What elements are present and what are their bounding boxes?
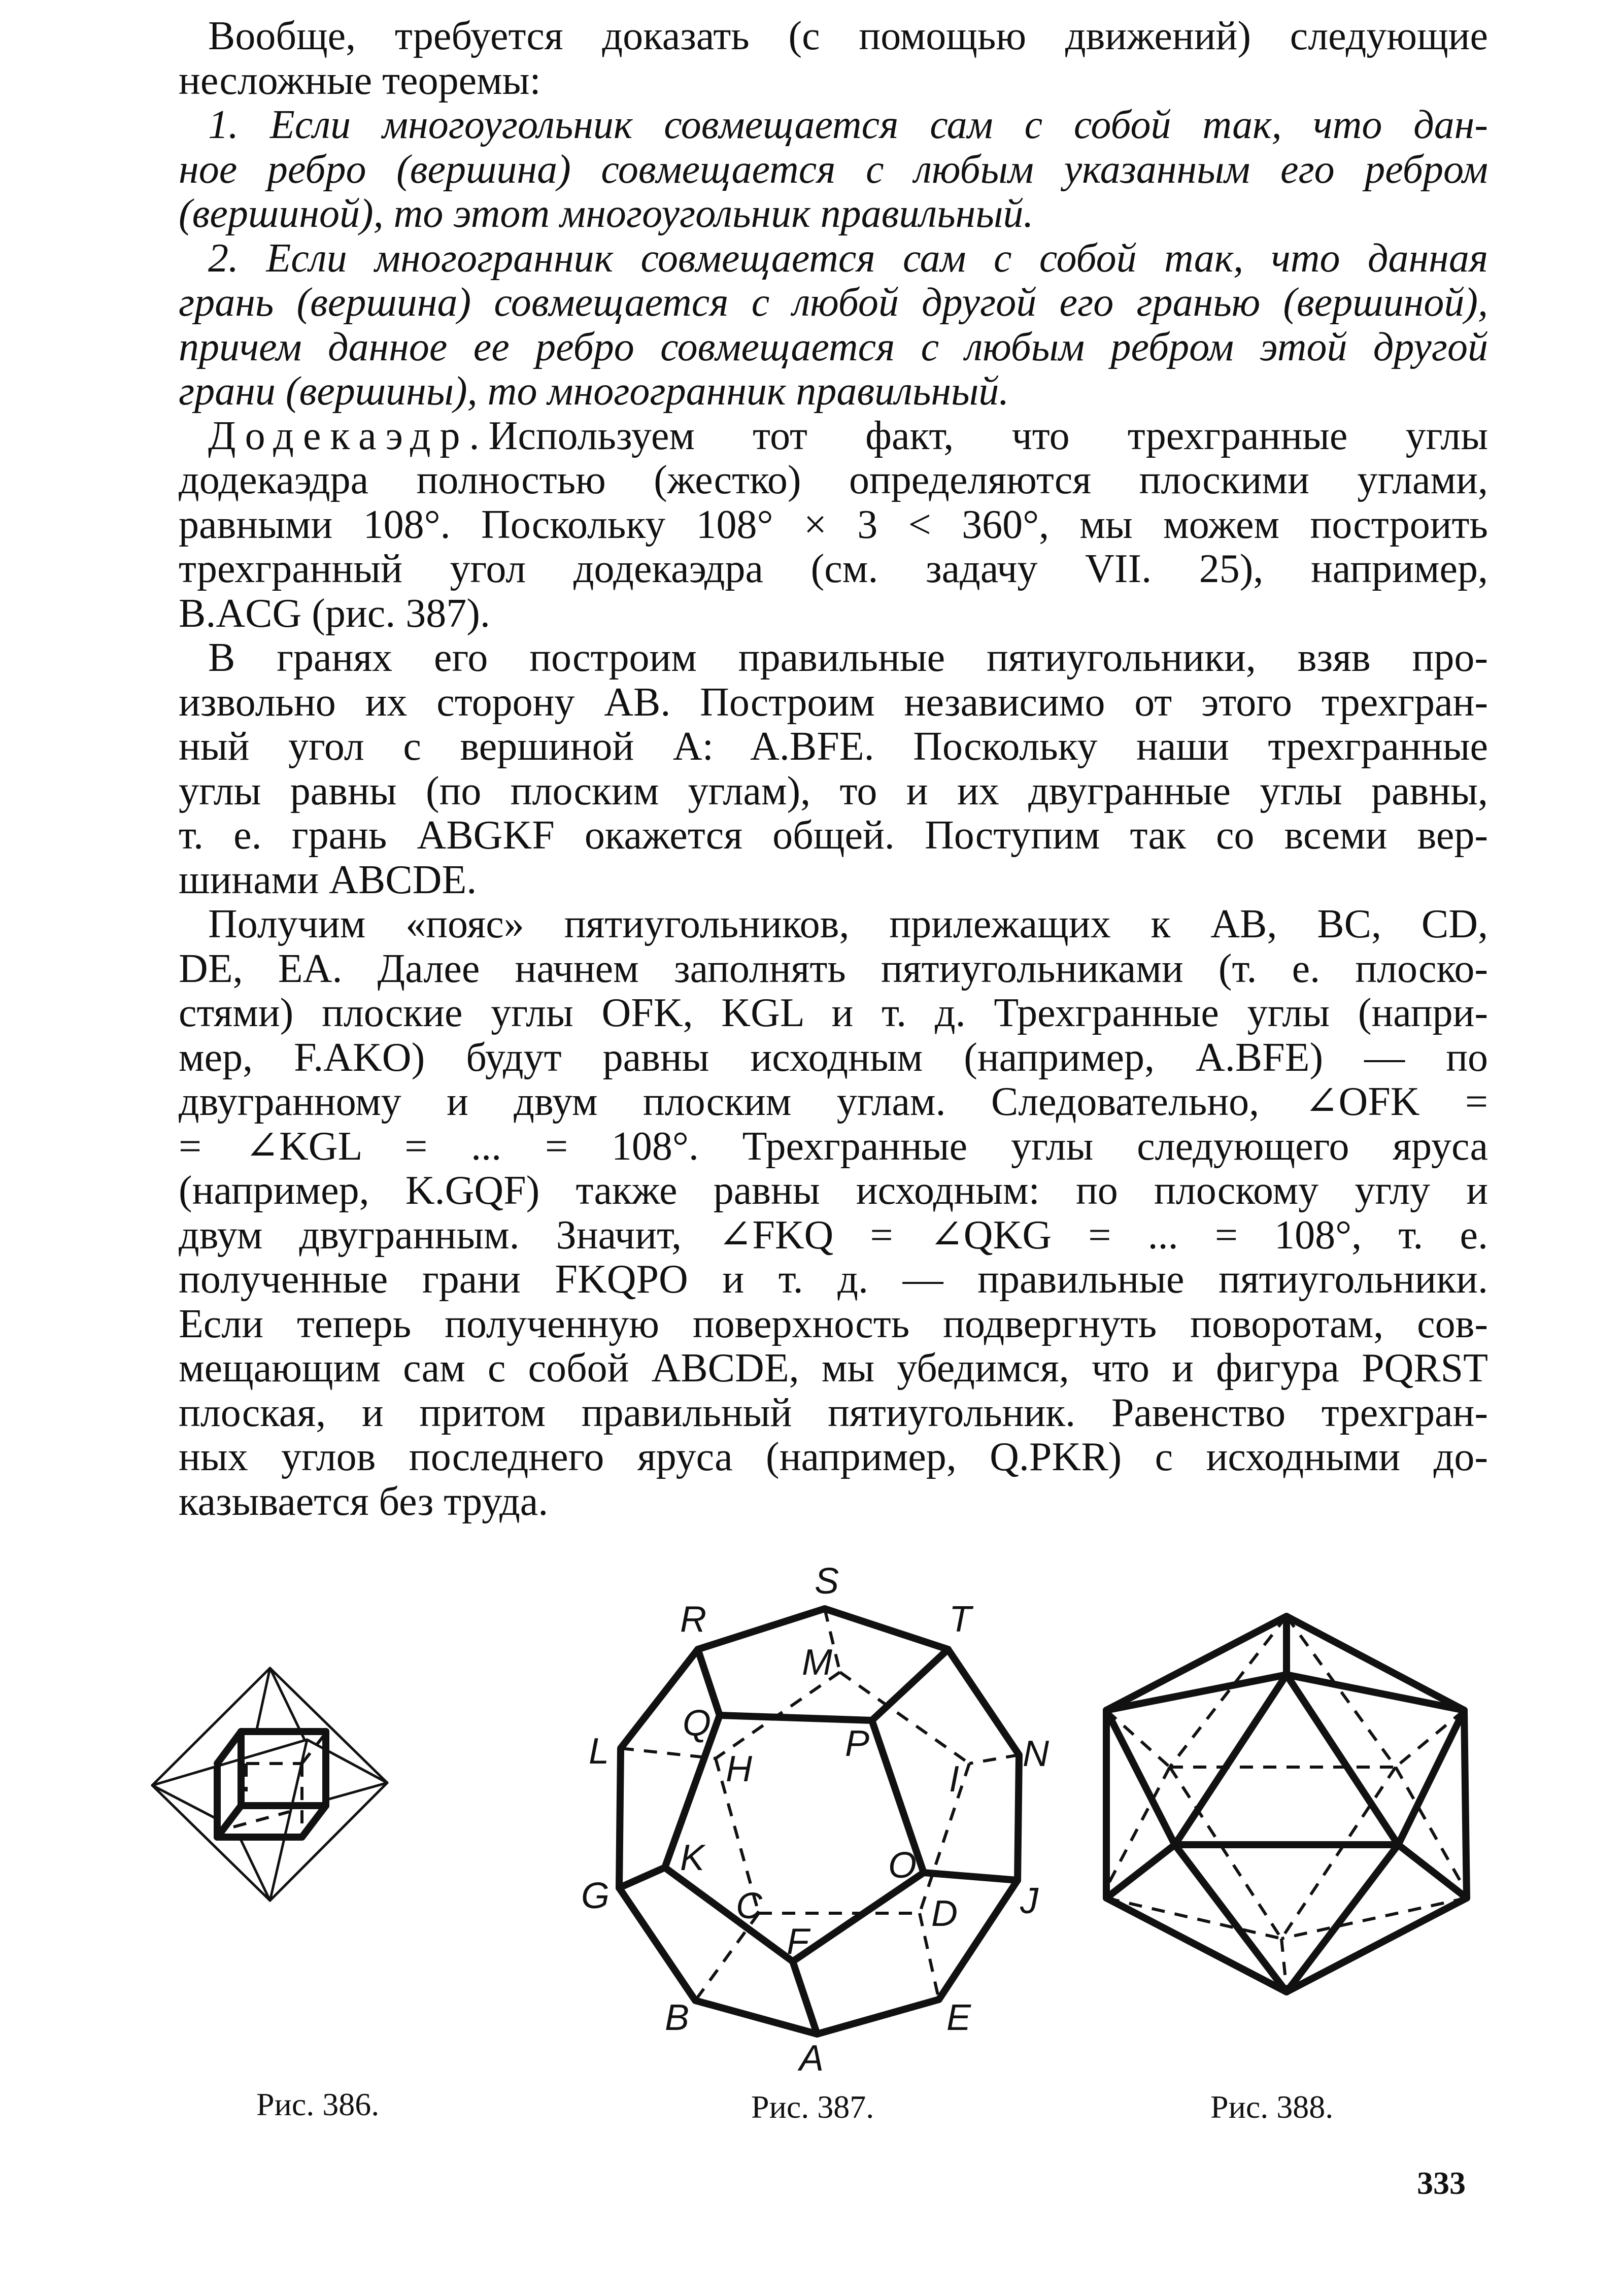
theorem-1-line: (вершиной), то этот многоугольник правильный. <box>179 191 1034 236</box>
vertex-label: I <box>949 1759 960 1800</box>
faces-line: извольно их сторону AB. Построим независимо от этого трехгран- <box>179 680 1488 725</box>
vertex-label: A <box>799 2038 824 2071</box>
vertex-label: K <box>680 1838 705 1878</box>
cube-edge <box>217 1806 241 1837</box>
vertex-label: H <box>726 1749 752 1789</box>
icosa-hidden-edge <box>1281 1898 1467 1939</box>
belt-line: стями) плоские углы OFK, KGL и т. д. Трехгранные углы (напри- <box>179 991 1488 1035</box>
belt-line: Получим «пояс» пятиугольников, прилежащих к AB, BC, CD, <box>208 902 1488 946</box>
dodecahedron-line: трехгранный угол додекаэдра (см. задачу VII. 25), например, <box>179 547 1488 591</box>
figure-386-octahedron-cube <box>142 1649 548 2055</box>
text-line: несложные теоремы: <box>179 58 541 103</box>
belt-line: полученные грани FKQPO и т. д. — правильные пятиугольники. <box>179 1257 1488 1302</box>
oct-edge <box>307 1740 387 1783</box>
body-text <box>179 14 1488 1524</box>
icosa-hidden-edge <box>1106 1710 1170 1767</box>
vertex-label: L <box>589 1731 610 1772</box>
vertex-label: M <box>802 1642 832 1683</box>
dodecahedron-line: B.ACG (рис. 387). <box>179 591 490 636</box>
dodeca-edge <box>619 1868 665 1888</box>
vertex-label: E <box>946 1997 971 2038</box>
dodeca-edge <box>793 1961 817 2034</box>
vertex-label: S <box>815 1563 839 1602</box>
figure-387-caption: Рис. 387. <box>751 2089 874 2125</box>
belt-line: = ∠KGL = ... = 108°. Трехгранные углы следующего яруса <box>179 1124 1488 1169</box>
icosa-edge <box>1175 1845 1287 1992</box>
icosa-front-triangle <box>1175 1675 1398 1845</box>
figure-386-caption: Рис. 386. <box>256 2086 380 2122</box>
text-line: Вообще, требуется доказать (с помощью движений) следующие <box>208 14 1488 58</box>
faces-line: углы равны (по плоским углам), то и их двугранные углы равны, <box>179 768 1488 814</box>
theorem-2-line: грань (вершина) совмещается с любой другой его гранью (вершиной), <box>179 280 1488 325</box>
vertex-label: G <box>581 1876 610 1916</box>
vertex-label: C <box>736 1886 762 1926</box>
faces-line: В гранях его построим правильные пятиугольники, взяв про- <box>208 635 1488 680</box>
theorem-1-line: ное ребро (вершина) совмещается с любым указанным его ребром <box>179 147 1488 192</box>
theorem-2-line: 2. Если многогранник совмещается сам с собой так, что данная <box>208 235 1488 281</box>
vertex-label: F <box>787 1921 809 1962</box>
dodecahedron-line: равными 108°. Поскольку 108° × 3 < 360°, мы можем построить <box>179 502 1488 547</box>
theorem-2-line: грани (вершины), то многогранник правильный. <box>179 369 1009 414</box>
belt-line: Если теперь полученную поверхность подвергнуть поворотам, сов- <box>179 1301 1488 1346</box>
oct-edge <box>152 1785 216 1818</box>
cube-edge <box>217 1732 241 1764</box>
theorem-2-line: причем данное ее ребро совмещается с любым ребром этой другой <box>179 324 1488 369</box>
dodecahedron-line-text: Используем тот факт, что трехгранные углы <box>488 413 1488 458</box>
belt-line: ных углов последнего яруса (например, Q.PKR) с исходными до- <box>179 1435 1488 1479</box>
dodecahedron-line: додекаэдра полностью (жестко) определяются плоскими углами, <box>179 458 1488 502</box>
vertex-label: R <box>680 1599 706 1640</box>
figure-388-caption: Рис. 388. <box>1210 2089 1334 2125</box>
faces-line: т. е. грань ABGKF окажется общей. Поступим так со всеми вер- <box>179 813 1488 858</box>
cube-hidden-edge <box>233 1812 289 1827</box>
cube-edge <box>302 1806 326 1837</box>
faces-line: шинами ABCDE. <box>179 857 477 902</box>
vertex-label: D <box>931 1893 958 1934</box>
vertex-label: P <box>845 1723 870 1764</box>
dodecahedron-line <box>179 414 1488 459</box>
belt-line: мещающим сам с собой ABCDE, мы убедимся, что и фигура PQRST <box>179 1346 1488 1391</box>
vertex-label: Q <box>683 1703 712 1744</box>
dodeca-hidden-edge <box>621 1748 716 1758</box>
dodeca-edge <box>872 1649 948 1720</box>
icosa-edge <box>1287 1845 1398 1992</box>
dodecahedron-heading: Додекаэдр. <box>208 413 489 458</box>
figure-388-icosahedron <box>1081 1583 1502 2055</box>
icosa-hidden-edge <box>1106 1898 1281 1939</box>
belt-line: плоская, и притом правильный пятиугольник. Равенство трехгран- <box>179 1390 1488 1435</box>
belt-line: (например, K.GQF) также равны исходным: по плоскому углу и <box>179 1168 1488 1213</box>
theorem-1-line: 1. Если многоугольник совмещается сам с собой так, что дан- <box>208 103 1488 147</box>
dodeca-hidden-edge <box>969 1755 1019 1764</box>
belt-line: двум двугранным. Значит, ∠FKQ = ∠QKG = ... = 108°, т. е. <box>179 1212 1488 1258</box>
belt-line: мер, F.AKO) будут равны исходным (например, A.BFE) — по <box>179 1035 1488 1080</box>
vertex-label: T <box>949 1599 971 1640</box>
belt-line: казывается без труда. <box>179 1479 549 1524</box>
vertex-label: O <box>888 1845 917 1886</box>
faces-line: ный угол с вершиной A: A.BFE. Поскольку наши трехгранные <box>179 724 1488 769</box>
figure-387-dodecahedron <box>558 1563 1066 2071</box>
vertex-label: J <box>1020 1881 1038 1921</box>
icosa-edge <box>1398 1710 1464 1845</box>
vertex-label: N <box>1023 1734 1049 1774</box>
vertex-label: B <box>665 1997 690 2038</box>
dodeca-edge <box>924 1873 1018 1880</box>
belt-line: двугранному и двум плоским углам. Следовательно, ∠OFK = <box>179 1079 1488 1124</box>
page-number: 333 <box>1417 2165 1466 2201</box>
oct-edge <box>256 1668 270 1732</box>
icosa-hidden-edge <box>1281 1767 1396 1939</box>
oct-edge <box>240 1837 270 1901</box>
belt-line: DE, EA. Далее начнем заполнять пятиугольниками (т. е. плоско- <box>179 946 1488 991</box>
cube-edge <box>217 1766 302 1837</box>
dodeca-hidden-edge <box>920 1764 969 1913</box>
